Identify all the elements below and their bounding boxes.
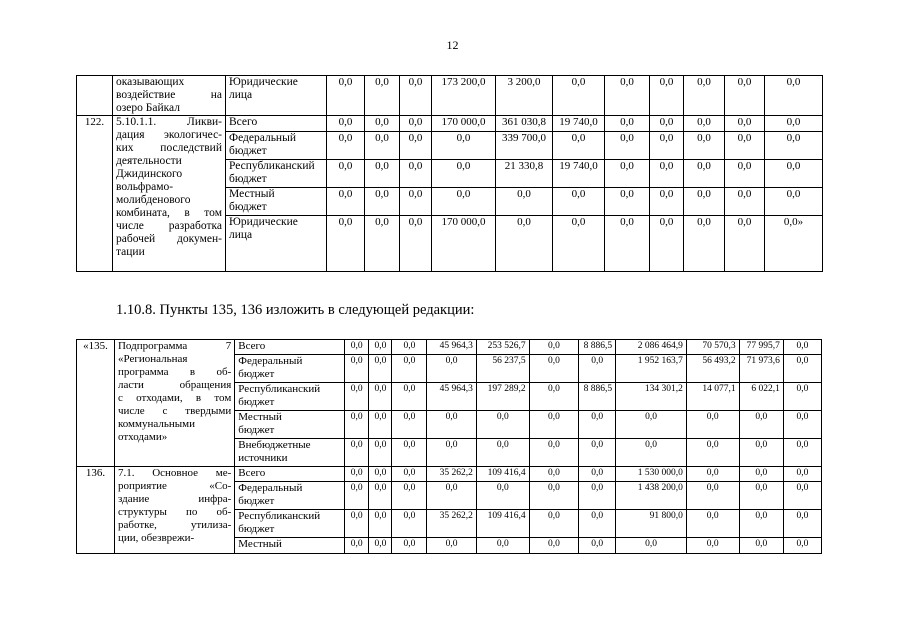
value-cell: 0,0 — [365, 76, 400, 116]
funding-source-cell — [235, 355, 345, 383]
value-cell: 0,0 — [529, 340, 579, 355]
row-number: 122. — [77, 116, 113, 272]
value-cell: 0,0 — [327, 116, 365, 132]
funding-source-cell — [235, 467, 345, 482]
value-cell: 0,0 — [725, 188, 765, 216]
value-cell: 0,0 — [392, 467, 427, 482]
funding-source-cell — [226, 160, 327, 188]
value-cell: 0,0 — [725, 132, 765, 160]
value-cell: 0,0 — [579, 439, 616, 467]
value-cell: 0,0 — [686, 439, 739, 467]
value-cell: 0,0 — [400, 116, 432, 132]
value-cell: 0,0 — [432, 188, 496, 216]
value-cell: 0,0 — [739, 510, 783, 538]
funding-source-line: Всего — [238, 467, 266, 479]
value-cell: 0,0 — [686, 510, 739, 538]
item-name-cell — [113, 116, 226, 272]
funding-source-line: Местный — [238, 411, 282, 423]
value-cell: 170 000,0 — [432, 216, 496, 272]
value-cell: 0,0 — [650, 216, 684, 272]
funding-source-line: Внебюджетные — [238, 439, 311, 451]
value-cell: 0,0 — [365, 188, 400, 216]
item-name-line: роприятие «Со- — [117, 480, 232, 492]
funding-source-line: Всего — [238, 340, 266, 352]
value-cell: 0,0 — [496, 216, 553, 272]
funding-source-line: Федеральный — [229, 132, 296, 144]
funding-source-line: лица — [229, 229, 253, 241]
value-cell: 0,0 — [553, 188, 605, 216]
value-cell: 0,0 — [783, 439, 821, 467]
value-cell: 21 330,8 — [496, 160, 553, 188]
value-cell: 134 301,2 — [616, 383, 687, 411]
item-name-line: молибденового — [116, 194, 191, 206]
item-name-cell — [113, 76, 226, 116]
value-cell: 0,0 — [476, 482, 529, 510]
item-name-cell — [114, 467, 234, 554]
value-cell: 339 700,0 — [496, 132, 553, 160]
value-cell: 0,0 — [739, 467, 783, 482]
funding-source-cell — [226, 76, 327, 116]
value-cell: 70 570,3 — [686, 340, 739, 355]
value-cell: 0,0 — [616, 411, 687, 439]
funding-source-cell — [235, 538, 345, 554]
value-cell: 8 886,5 — [579, 340, 616, 355]
value-cell: 0,0 — [529, 355, 579, 383]
value-cell: 0,0 — [392, 538, 427, 554]
value-cell: 0,0 — [725, 116, 765, 132]
item-name-line: дация экологичес- — [116, 129, 222, 141]
funding-source-line: бюджет — [238, 424, 275, 436]
value-cell: 0,0 — [476, 411, 529, 439]
row-number: 136. — [77, 467, 115, 554]
funding-source-cell — [226, 216, 327, 272]
value-cell: 0,0 — [345, 482, 369, 510]
item-name-line: 5.10.1.1. Ликви- — [116, 116, 222, 128]
funding-source-cell — [226, 132, 327, 160]
funding-source-line: бюджет — [229, 173, 267, 185]
funding-source-cell — [235, 411, 345, 439]
table-row — [77, 340, 822, 355]
value-cell: 8 886,5 — [579, 383, 616, 411]
value-cell: 0,0 — [686, 482, 739, 510]
item-name-line: вольфрамо- — [116, 181, 174, 193]
value-cell: 35 262,2 — [427, 510, 477, 538]
item-name-line: программа в об- — [117, 366, 232, 378]
value-cell: 0,0 — [783, 355, 821, 383]
value-cell: 0,0 — [345, 538, 369, 554]
table-row — [77, 467, 822, 482]
value-cell: 1 952 163,7 — [616, 355, 687, 383]
funding-source-cell — [226, 116, 327, 132]
value-cell: 0,0 — [392, 439, 427, 467]
value-cell: 0,0 — [345, 355, 369, 383]
value-cell: 0,0 — [725, 216, 765, 272]
item-name-line: числе с твердыми — [117, 405, 232, 417]
funding-source-line: лица — [229, 89, 253, 101]
funding-source-line: Местный — [238, 538, 282, 550]
funding-source-line: Юридические — [229, 216, 298, 228]
value-cell: 77 995,7 — [739, 340, 783, 355]
table-row — [77, 76, 823, 116]
value-cell: 0,0 — [476, 538, 529, 554]
value-cell: 0,0 — [400, 132, 432, 160]
value-cell: 0,0 — [684, 76, 725, 116]
item-name-line: работке, утилиза- — [117, 519, 232, 531]
value-cell: 0,0 — [369, 383, 392, 411]
value-cell: 0,0 — [327, 132, 365, 160]
value-cell: 0,0 — [553, 132, 605, 160]
row-number: «135. — [77, 340, 115, 467]
item-name-line: воздействие на — [116, 89, 222, 101]
funding-source-line: бюджет — [238, 495, 275, 507]
value-cell: 0,0 — [650, 188, 684, 216]
funding-source-line: бюджет — [229, 201, 267, 213]
value-cell: 0,0 — [686, 411, 739, 439]
value-cell: 0,0 — [684, 160, 725, 188]
value-cell: 0,0 — [529, 482, 579, 510]
value-cell: 0,0 — [579, 467, 616, 482]
value-cell: 0,0 — [400, 160, 432, 188]
value-cell: 0,0 — [605, 160, 650, 188]
page-number: 12 — [446, 38, 459, 52]
funding-source-line: Федеральный — [238, 482, 303, 494]
value-cell: 0,0 — [369, 510, 392, 538]
value-cell: 19 740,0 — [553, 160, 605, 188]
funding-source-line: Республиканский — [238, 510, 321, 522]
section-instruction-text: 1.10.8. Пункты 135, 136 изложить в следующей редакции: — [116, 302, 475, 318]
value-cell: 0,0 — [432, 160, 496, 188]
value-cell: 0,0 — [783, 482, 821, 510]
value-cell: 0,0 — [553, 76, 605, 116]
funding-source-line: Республиканский — [238, 383, 321, 395]
value-cell: 56 237,5 — [476, 355, 529, 383]
value-cell: 0,0 — [650, 116, 684, 132]
item-name-cell — [114, 340, 234, 467]
value-cell: 0,0 — [783, 340, 821, 355]
item-name-line: здание инфра- — [117, 493, 232, 505]
value-cell: 0,0 — [616, 439, 687, 467]
value-cell: 0,0 — [529, 467, 579, 482]
value-cell: 6 022,1 — [739, 383, 783, 411]
value-cell: 0,0 — [400, 76, 432, 116]
funding-source-line: Юридические — [229, 76, 298, 88]
value-cell: 0,0 — [605, 188, 650, 216]
budget-table-1 — [76, 75, 823, 272]
value-cell: 173 200,0 — [432, 76, 496, 116]
value-cell: 0,0 — [327, 188, 365, 216]
value-cell: 0,0 — [345, 340, 369, 355]
value-cell: 0,0 — [365, 160, 400, 188]
value-cell: 0,0 — [579, 482, 616, 510]
value-cell: 0,0 — [739, 439, 783, 467]
value-cell: 0,0 — [684, 116, 725, 132]
item-name-line: ласти обращения — [117, 379, 232, 391]
value-cell: 0,0 — [783, 383, 821, 411]
value-cell: 0,0 — [427, 411, 477, 439]
value-cell: 0,0 — [345, 510, 369, 538]
value-cell: 0,0 — [783, 510, 821, 538]
value-cell: 45 964,3 — [427, 383, 477, 411]
funding-source-line: бюджет — [238, 523, 275, 535]
item-name-line: числе разработка — [116, 220, 222, 232]
value-cell: 0,0 — [345, 467, 369, 482]
item-name-line: озеро Байкал — [116, 102, 180, 114]
value-cell: 35 262,2 — [427, 467, 477, 482]
funding-source-cell — [235, 340, 345, 355]
value-cell: 0,0 — [605, 216, 650, 272]
value-cell: 0,0 — [579, 510, 616, 538]
value-cell: 0,0 — [369, 411, 392, 439]
value-cell: 197 289,2 — [476, 383, 529, 411]
value-cell: 0,0 — [765, 132, 823, 160]
value-cell: 0,0 — [345, 411, 369, 439]
value-cell: 0,0 — [369, 439, 392, 467]
value-cell: 0,0 — [765, 188, 823, 216]
funding-source-cell — [235, 482, 345, 510]
item-name-line: структуры по об- — [117, 506, 232, 518]
value-cell: 0,0» — [765, 216, 823, 272]
funding-source-line: Местный — [229, 188, 275, 200]
funding-source-line: бюджет — [238, 396, 275, 408]
value-cell: 0,0 — [529, 510, 579, 538]
value-cell: 361 030,8 — [496, 116, 553, 132]
value-cell: 170 000,0 — [432, 116, 496, 132]
value-cell: 0,0 — [783, 467, 821, 482]
value-cell: 0,0 — [392, 340, 427, 355]
funding-source-line: Республиканский — [229, 160, 315, 172]
value-cell: 0,0 — [365, 116, 400, 132]
funding-source-cell — [226, 188, 327, 216]
value-cell: 0,0 — [529, 439, 579, 467]
value-cell: 0,0 — [686, 538, 739, 554]
value-cell: 2 086 464,9 — [616, 340, 687, 355]
item-name-line: «Региональная — [117, 353, 188, 365]
value-cell: 0,0 — [579, 538, 616, 554]
value-cell: 0,0 — [345, 439, 369, 467]
funding-source-line: бюджет — [238, 368, 275, 380]
value-cell: 56 493,2 — [686, 355, 739, 383]
value-cell: 0,0 — [327, 76, 365, 116]
value-cell: 0,0 — [605, 132, 650, 160]
budget-table-2 — [76, 339, 822, 554]
value-cell: 0,0 — [686, 467, 739, 482]
item-name-line: комбината, в том — [116, 207, 222, 219]
value-cell: 14 077,1 — [686, 383, 739, 411]
value-cell: 0,0 — [327, 216, 365, 272]
value-cell: 0,0 — [400, 188, 432, 216]
funding-source-line: источники — [238, 452, 288, 464]
item-name-line: тации — [116, 246, 145, 258]
value-cell: 0,0 — [739, 538, 783, 554]
value-cell: 0,0 — [327, 160, 365, 188]
row-number — [77, 76, 113, 116]
value-cell: 0,0 — [392, 510, 427, 538]
value-cell: 0,0 — [345, 383, 369, 411]
value-cell: 0,0 — [365, 132, 400, 160]
value-cell: 0,0 — [529, 538, 579, 554]
value-cell: 71 973,6 — [739, 355, 783, 383]
item-name-line: с отходами, в том — [117, 392, 232, 404]
value-cell: 0,0 — [684, 216, 725, 272]
value-cell: 0,0 — [553, 216, 605, 272]
value-cell: 0,0 — [783, 538, 821, 554]
value-cell: 109 416,4 — [476, 467, 529, 482]
funding-source-line: Всего — [229, 116, 258, 128]
value-cell: 0,0 — [369, 467, 392, 482]
value-cell: 0,0 — [650, 132, 684, 160]
value-cell: 0,0 — [529, 411, 579, 439]
value-cell: 1 438 200,0 — [616, 482, 687, 510]
item-name-line: деятельности — [116, 155, 182, 167]
item-name-line: Подпрограмма 7 — [117, 340, 232, 352]
funding-source-cell — [235, 383, 345, 411]
value-cell: 0,0 — [427, 439, 477, 467]
item-name-line: оказывающих — [116, 76, 185, 88]
value-cell: 0,0 — [765, 160, 823, 188]
value-cell: 0,0 — [369, 340, 392, 355]
value-cell: 0,0 — [605, 76, 650, 116]
value-cell: 0,0 — [392, 482, 427, 510]
table-row — [77, 116, 823, 132]
funding-source-cell — [235, 439, 345, 467]
value-cell: 0,0 — [496, 188, 553, 216]
value-cell: 0,0 — [392, 355, 427, 383]
value-cell: 0,0 — [684, 132, 725, 160]
value-cell: 0,0 — [369, 538, 392, 554]
value-cell: 1 530 000,0 — [616, 467, 687, 482]
value-cell: 0,0 — [392, 383, 427, 411]
value-cell: 0,0 — [650, 160, 684, 188]
value-cell: 253 526,7 — [476, 340, 529, 355]
value-cell: 0,0 — [739, 411, 783, 439]
value-cell: 0,0 — [369, 482, 392, 510]
value-cell: 0,0 — [400, 216, 432, 272]
value-cell: 0,0 — [684, 188, 725, 216]
value-cell: 0,0 — [427, 482, 477, 510]
value-cell: 0,0 — [365, 216, 400, 272]
value-cell: 0,0 — [427, 355, 477, 383]
funding-source-line: бюджет — [229, 145, 267, 157]
value-cell: 0,0 — [725, 76, 765, 116]
value-cell: 0,0 — [432, 132, 496, 160]
funding-source-line: Федеральный — [238, 355, 303, 367]
value-cell: 0,0 — [783, 411, 821, 439]
value-cell: 91 800,0 — [616, 510, 687, 538]
value-cell: 45 964,3 — [427, 340, 477, 355]
value-cell: 0,0 — [579, 411, 616, 439]
value-cell: 0,0 — [476, 439, 529, 467]
funding-source-cell — [235, 510, 345, 538]
value-cell: 0,0 — [369, 355, 392, 383]
value-cell: 0,0 — [765, 116, 823, 132]
item-name-line: 7.1. Основное ме- — [117, 467, 232, 479]
value-cell: 0,0 — [616, 538, 687, 554]
value-cell: 0,0 — [739, 482, 783, 510]
value-cell: 0,0 — [605, 116, 650, 132]
value-cell: 0,0 — [529, 383, 579, 411]
item-name-line: ких последствий — [116, 142, 222, 154]
value-cell: 0,0 — [427, 538, 477, 554]
value-cell: 3 200,0 — [496, 76, 553, 116]
item-name-line: коммунальными — [117, 418, 195, 430]
value-cell: 109 416,4 — [476, 510, 529, 538]
value-cell: 0,0 — [392, 411, 427, 439]
item-name-line: Джидинского — [116, 168, 183, 180]
value-cell: 0,0 — [725, 160, 765, 188]
item-name-line: отходами» — [117, 431, 168, 443]
value-cell: 0,0 — [579, 355, 616, 383]
value-cell: 19 740,0 — [553, 116, 605, 132]
value-cell: 0,0 — [765, 76, 823, 116]
item-name-line: ции, обезврежи- — [117, 532, 195, 544]
value-cell: 0,0 — [650, 76, 684, 116]
item-name-line: рабочей докумен- — [116, 233, 222, 245]
